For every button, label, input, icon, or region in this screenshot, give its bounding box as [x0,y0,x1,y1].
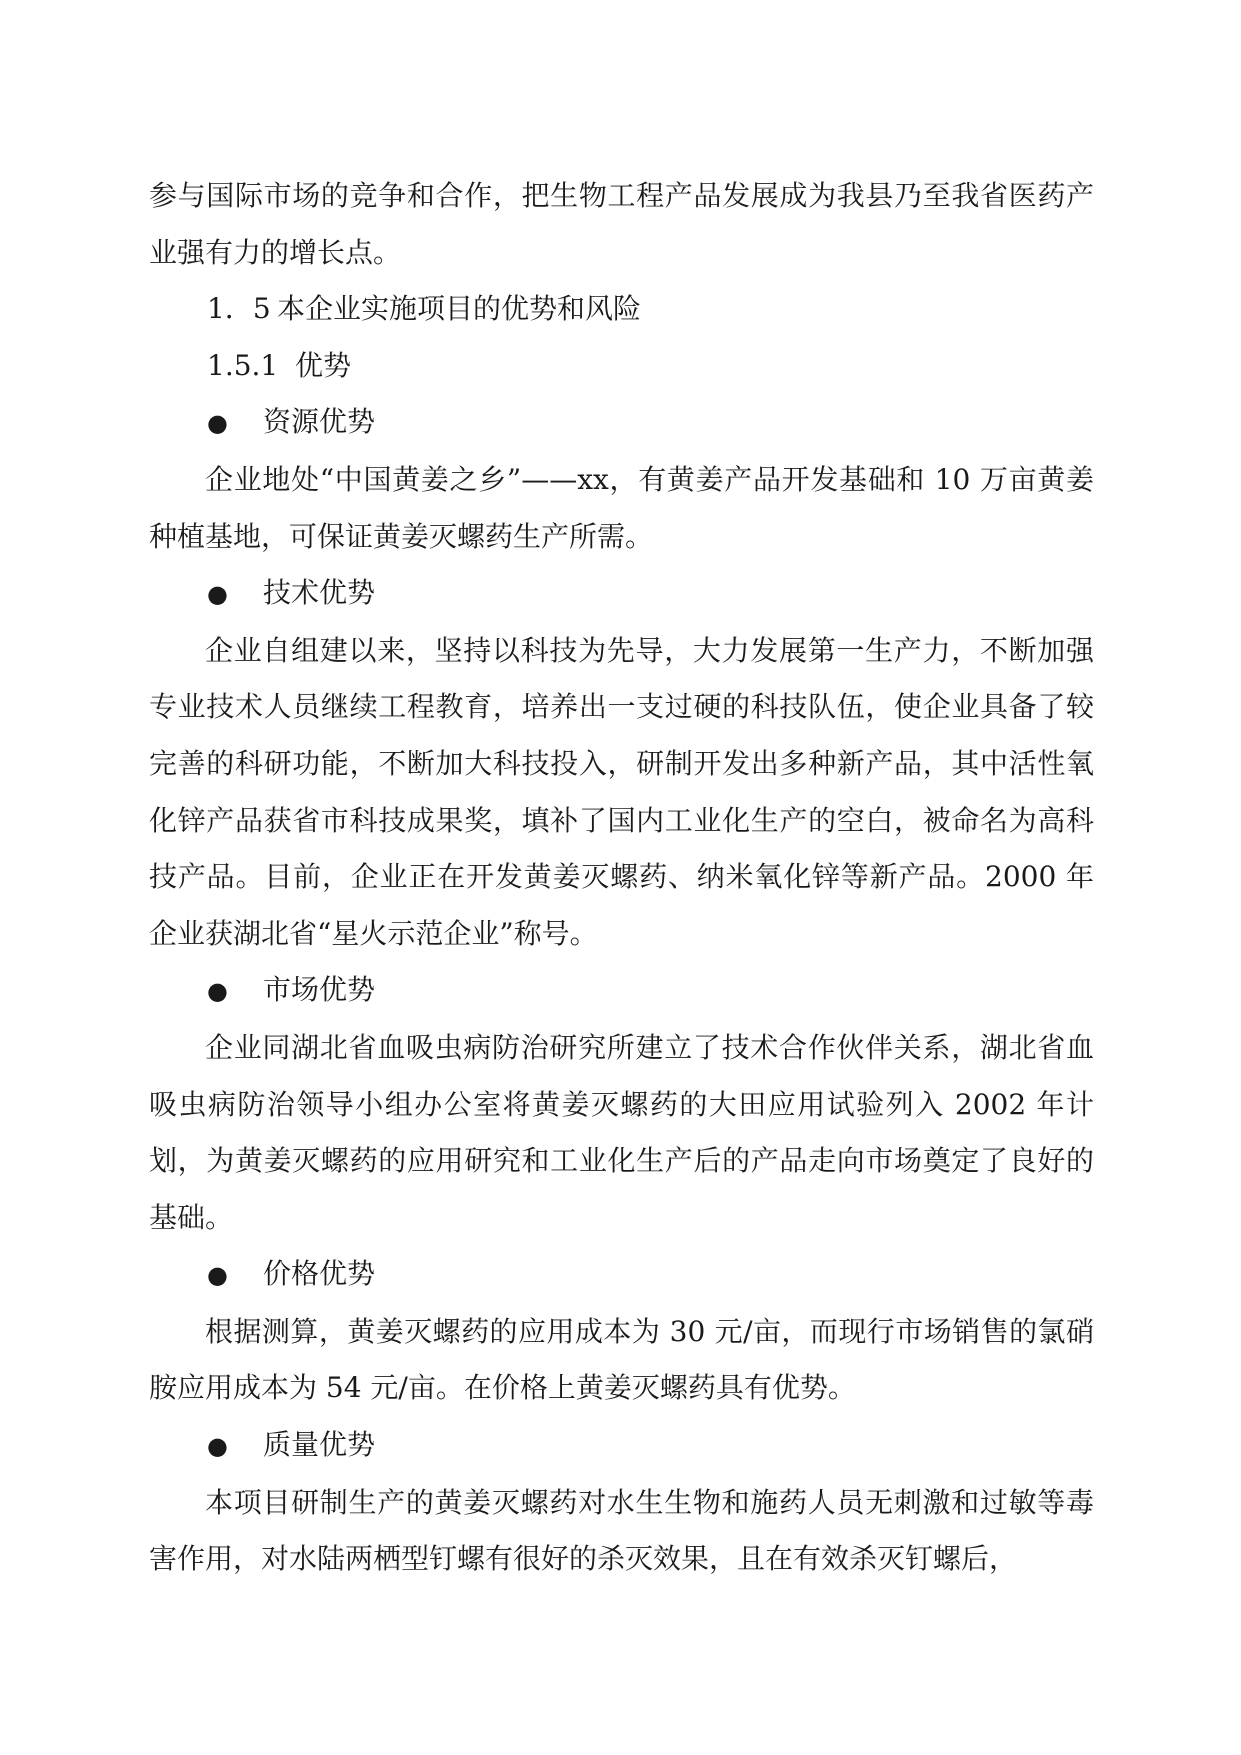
bullet-label: 价格优势 [263,1257,376,1291]
paragraph-price: 根据测算，黄姜灭螺药的应用成本为 30 元/亩，而现行市场销售的氯硝胺应用成本为 54 元/亩。在价格上黄姜灭螺药具有优势。 [149,1314,1094,1405]
paragraph-technology: 企业自组建以来，坚持以科技为先导，大力发展第一生产力，不断加强专业技术人员继续工程教育，培养出一支过硬的科技队伍，使企业具备了较完善的科研功能，不断加大科技投入，研制开发出多种新产品，其中活性氧化锌产品获省市科技成果奖，填补了国内工业化生产的空白，被命名为高科技产品。目前，企业正在开发黄姜灭螺药、纳米氧化锌等新产品。2000 年企业获湖北省“星火示范企业”称号。 [149,633,1094,950]
bullet-icon: ● [207,1432,228,1461]
section-number: 1．5 [207,292,271,326]
paragraph-continuation: 参与国际市场的竞争和合作，把生物工程产品发展成为我县乃至我省医药产业强有力的增长点。 [149,179,1094,269]
section-heading-1-5 [149,281,1094,338]
bullet-label: 市场优势 [263,973,376,1007]
bullet-quality-advantage [149,1417,1094,1475]
bullet-resource-advantage [149,394,1094,452]
paragraph-market: 企业同湖北省血吸虫病防治研究所建立了技术合作伙伴关系，湖北省血吸虫病防治领导小组办公室将黄姜灭螺药的大田应用试验列入 2002 年计划，为黄姜灭螺药的应用研究和工业化生产后的产品走向市场奠定了良好的基础。 [149,1030,1094,1234]
bullet-technology-advantage [149,565,1094,623]
paragraph-quality: 本项目研制生产的黄姜灭螺药对水生生物和施药人员无刺激和过敏等毒害作用，对水陆两栖型钉螺有很好的杀灭效果，且在有效杀灭钉螺后， [149,1485,1094,1576]
subsection-number: 1.5.1 [207,348,279,382]
bullet-market-advantage [149,962,1094,1020]
bullet-label: 技术优势 [263,576,376,610]
paragraph-resource: 企业地处“中国黄姜之乡”——xx，有黄姜产品开发基础和 10 万亩黄姜种植基地，可保证黄姜灭螺药生产所需。 [149,462,1094,553]
section-heading-1-5-1 [149,338,1094,395]
bullet-icon: ● [207,580,228,609]
subsection-title: 优势 [295,348,352,382]
bullet-label: 质量优势 [263,1428,376,1462]
document-body [149,168,1094,1588]
section-title: 本企业实施项目的优势和风险 [277,292,642,326]
bullet-icon: ● [207,1261,228,1290]
bullet-label: 资源优势 [263,405,376,439]
bullet-icon: ● [207,409,228,438]
bullet-icon: ● [207,977,228,1006]
bullet-price-advantage [149,1246,1094,1304]
